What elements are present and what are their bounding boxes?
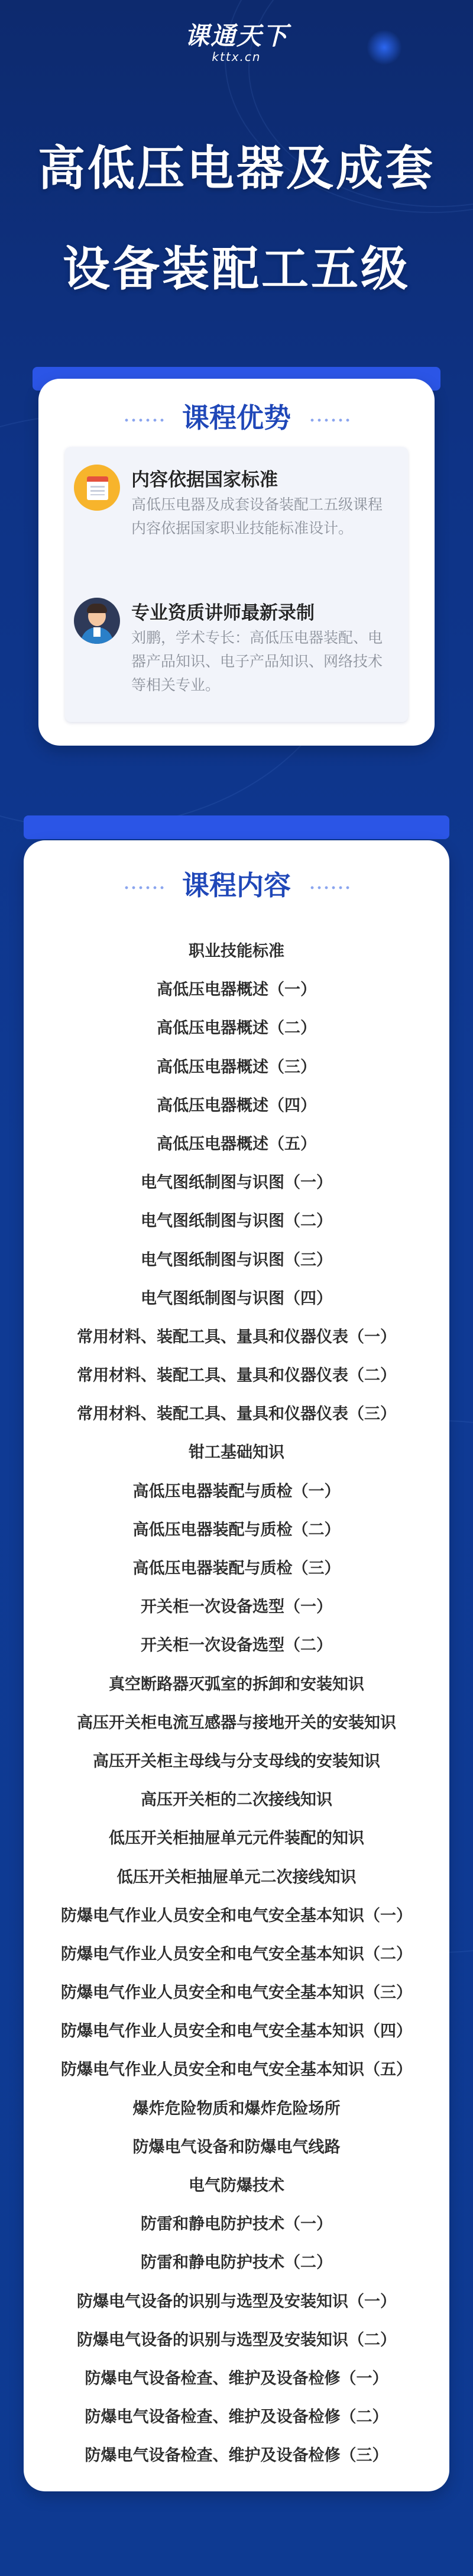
course-list-item[interactable]: 防爆电气设备的识别与选型及安装知识（一） [77, 2292, 396, 2311]
course-list-item[interactable]: 高压开关柜主母线与分支母线的安装知识 [93, 1752, 380, 1771]
course-list-item[interactable]: 高低压电器概述（一） [157, 981, 316, 1000]
course-list-item[interactable]: 常用材料、装配工具、量具和仪器仪表（一） [77, 1327, 396, 1346]
logo-domain: kttx.cn [212, 50, 261, 64]
contents-heading: 课程内容 [182, 869, 291, 901]
advantage-title: 内容依据国家标准 [131, 469, 278, 491]
course-list-item[interactable]: 低压开关柜抽屉单元元件装配的知识 [109, 1829, 364, 1848]
course-list-item[interactable]: 高压开关柜的二次接线知识 [141, 1791, 332, 1810]
course-list-item[interactable]: 电气图纸制图与识图（一） [141, 1173, 332, 1192]
course-list-item[interactable]: 防爆电气设备检查、维护及设备检修（二） [85, 2408, 388, 2427]
dots-decoration-left [123, 417, 164, 423]
course-list-item[interactable]: 电气图纸制图与识图（四） [141, 1289, 332, 1308]
course-list-item[interactable]: 高低压电器概述（三） [157, 1058, 316, 1076]
course-list-item[interactable]: 常用材料、装配工具、量具和仪器仪表（三） [77, 1405, 396, 1424]
course-list-item[interactable]: 高低压电器装配与质检（一） [132, 1482, 341, 1501]
course-list-item[interactable]: 电气防爆技术 [189, 2177, 284, 2195]
course-list-item[interactable]: 常用材料、装配工具、量具和仪器仪表（二） [77, 1366, 396, 1385]
course-list-item[interactable]: 高低压电器装配与质检（三） [132, 1559, 341, 1578]
advantages-heading: 课程优势 [182, 402, 291, 434]
contents-heading-row [24, 864, 449, 903]
course-list-item[interactable]: 防雷和静电防护技术（一） [141, 2215, 332, 2234]
course-list-item[interactable]: 电气图纸制图与识图（三） [141, 1250, 332, 1269]
course-list [24, 932, 449, 2475]
logo-text: 课通天下 [184, 21, 289, 50]
contents-card [24, 840, 449, 2491]
course-list-item[interactable]: 开关柜一次设备选型（二） [141, 1636, 332, 1655]
course-list-item[interactable]: 开关柜一次设备选型（一） [141, 1598, 332, 1617]
course-list-item[interactable]: 防雷和静电防护技术（二） [141, 2253, 332, 2272]
course-list-item[interactable]: 防爆电气设备和防爆电气线路 [132, 2137, 341, 2156]
dots-decoration-left [123, 885, 164, 891]
course-list-item[interactable]: 防爆电气设备的识别与选型及安装知识（二） [77, 2330, 396, 2349]
course-list-item[interactable]: 高低压电器概述（五） [157, 1134, 316, 1153]
page-title-line2: 设备装配工五级 [63, 241, 410, 296]
advantage-desc: 高低压电器及成套设备装配工五级课程内容依据国家职业技能标准设计。 [131, 496, 383, 537]
dots-decoration-right [309, 417, 350, 423]
advantages-panel [65, 447, 408, 722]
course-list-item[interactable]: 防爆电气作业人员安全和电气安全基本知识（四） [61, 2022, 412, 2041]
course-list-item[interactable]: 高压开关柜电流互感器与接地开关的安装知识 [77, 1713, 396, 1732]
page-title-line1: 高低压电器及成套 [38, 141, 435, 196]
advantage-desc: 刘鹏，学术专长：高低压电器装配、电器产品知识、电子产品知识、网络技术等相关专业。 [131, 629, 383, 694]
advantage-title: 专业资质讲师最新录制 [131, 602, 315, 624]
advantages-heading-row [38, 396, 435, 436]
course-list-item[interactable]: 高低压电器装配与质检（二） [132, 1520, 341, 1539]
document-icon [74, 465, 120, 511]
course-list-item[interactable]: 高低压电器概述（四） [157, 1096, 316, 1115]
course-list-item[interactable]: 爆炸危险物质和爆炸危险场所 [132, 2099, 341, 2118]
course-list-item[interactable]: 职业技能标准 [189, 942, 284, 960]
contents-card-tab [24, 815, 449, 839]
course-list-item[interactable]: 防爆电气设备检查、维护及设备检修（三） [85, 2446, 388, 2465]
course-list-item[interactable]: 防爆电气作业人员安全和电气安全基本知识（五） [61, 2061, 412, 2080]
course-list-item[interactable]: 低压开关柜抽屉单元二次接线知识 [116, 1868, 357, 1887]
dots-decoration-right [309, 885, 350, 891]
advantages-card [38, 379, 435, 746]
course-list-item[interactable]: 真空断路器灭弧室的拆卸和安装知识 [109, 1675, 364, 1694]
course-list-item[interactable]: 钳工基础知识 [189, 1443, 284, 1462]
course-list-item[interactable]: 高低压电器概述（二） [157, 1019, 316, 1038]
site-logo[interactable] [0, 17, 473, 64]
course-list-item[interactable]: 防爆电气设备检查、维护及设备检修（一） [85, 2369, 388, 2388]
course-list-item[interactable]: 防爆电气作业人员安全和电气安全基本知识（一） [61, 1906, 412, 1925]
teacher-avatar-icon [74, 598, 120, 644]
course-list-item[interactable]: 防爆电气作业人员安全和电气安全基本知识（二） [61, 1945, 412, 1964]
course-list-item[interactable]: 电气图纸制图与识图（二） [141, 1212, 332, 1231]
course-list-item[interactable]: 防爆电气作业人员安全和电气安全基本知识（三） [61, 1984, 412, 2003]
